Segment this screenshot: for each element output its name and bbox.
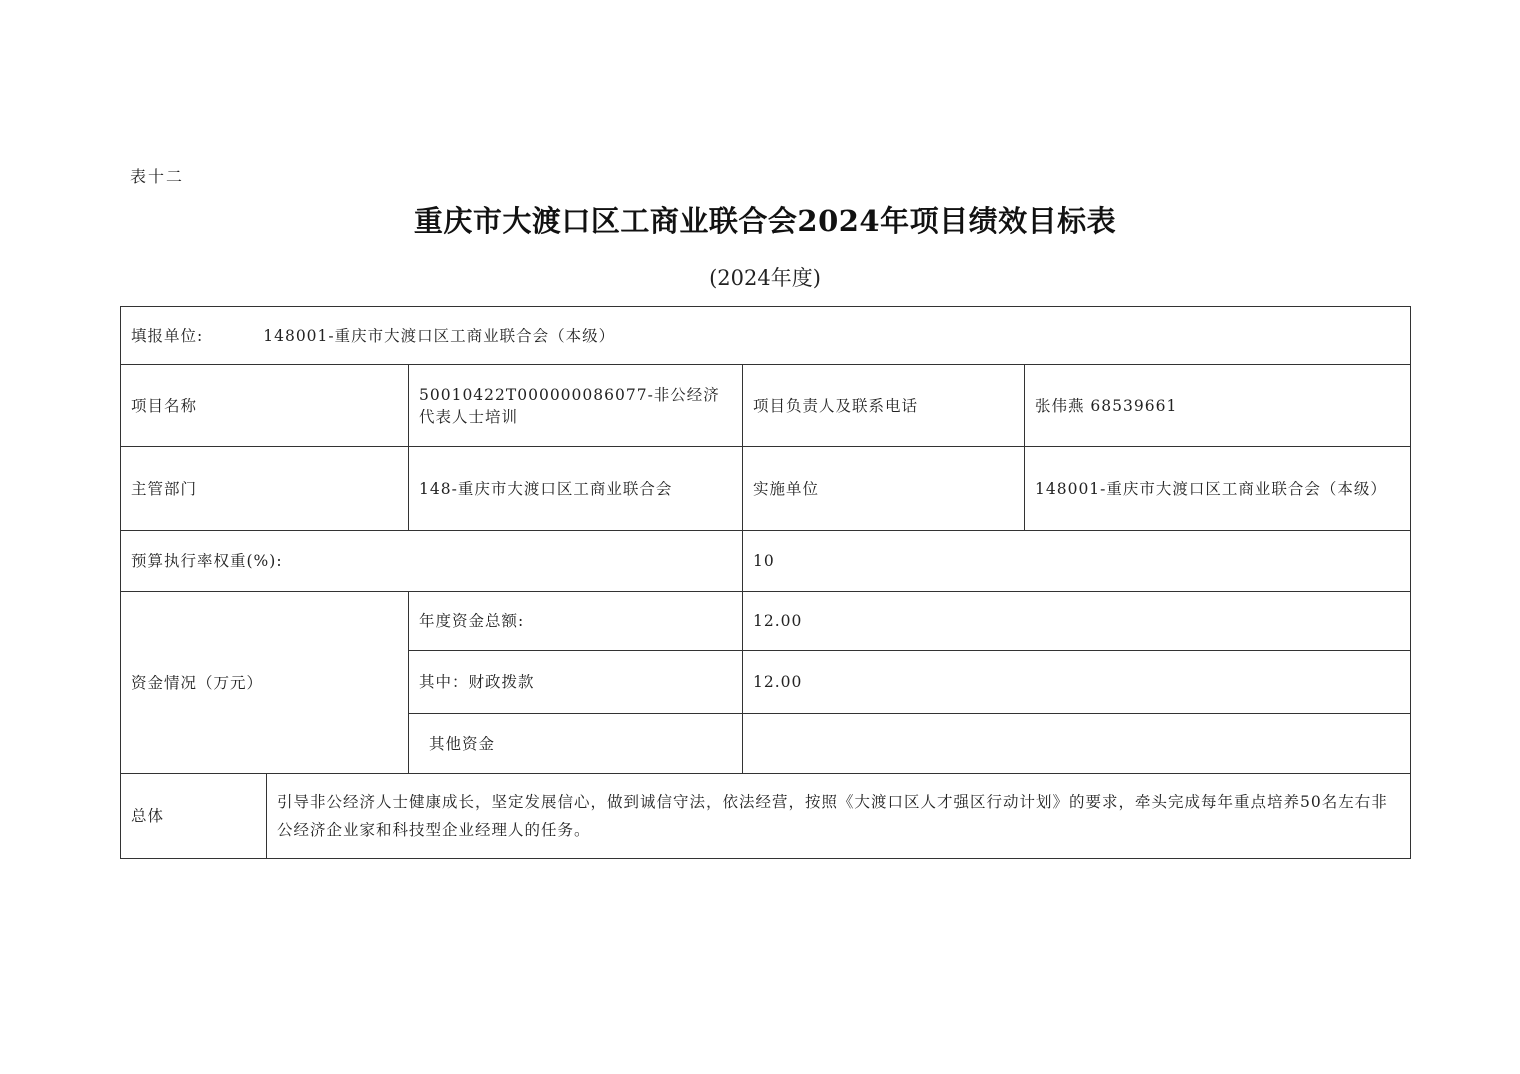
annual-total-label: 年度资金总额: xyxy=(409,592,743,651)
budget-weight-row xyxy=(121,531,1411,592)
impl-value: 148001-重庆市大渡口区工商业联合会（本级） xyxy=(1025,447,1411,531)
unit-label: 填报单位: xyxy=(131,326,204,345)
budget-weight-value: 10 xyxy=(743,531,1411,592)
budget-weight-label: 预算执行率权重(%): xyxy=(121,531,743,592)
document-title: 重庆市大渡口区工商业联合会2024年项目绩效目标表 xyxy=(413,204,1117,238)
dept-label: 主管部门 xyxy=(121,447,409,531)
dept-row xyxy=(121,447,1411,531)
other-funds-value xyxy=(743,714,1411,774)
funds-label: 资金情况（万元） xyxy=(121,592,409,774)
project-row xyxy=(121,365,1411,447)
impl-label: 实施单位 xyxy=(743,447,1025,531)
unit-value: 148001-重庆市大渡口区工商业联合会（本级） xyxy=(263,326,616,345)
unit-row xyxy=(121,307,1411,365)
project-name-label: 项目名称 xyxy=(121,365,409,447)
other-funds-label: 其他资金 xyxy=(409,714,743,774)
fiscal-value: 12.00 xyxy=(743,651,1411,714)
document-subtitle: (2024年度) xyxy=(709,266,821,290)
unit-cell xyxy=(121,307,1411,365)
dept-value: 148-重庆市大渡口区工商业联合会 xyxy=(409,447,743,531)
performance-target-table xyxy=(120,306,1411,859)
overall-value: 引导非公经济人士健康成长，坚定发展信心，做到诚信守法，依法经营，按照《大渡口区人才强区行动计划》的要求，牵头完成每年重点培养50名左右非公经济企业家和科技型企业经理人的任务。 xyxy=(267,774,1411,859)
fiscal-label: 其中：财政拨款 xyxy=(409,651,743,714)
annual-total-row xyxy=(121,592,1411,651)
contact-label: 项目负责人及联系电话 xyxy=(743,365,1025,447)
table-number: 表十二 xyxy=(130,167,185,186)
overall-row xyxy=(121,774,1411,859)
overall-label: 总体 xyxy=(121,774,267,859)
annual-total-value: 12.00 xyxy=(743,592,1411,651)
contact-value: 张伟燕 68539661 xyxy=(1025,365,1411,447)
project-name-value: 50010422T000000086077-非公经济代表人士培训 xyxy=(409,365,743,447)
